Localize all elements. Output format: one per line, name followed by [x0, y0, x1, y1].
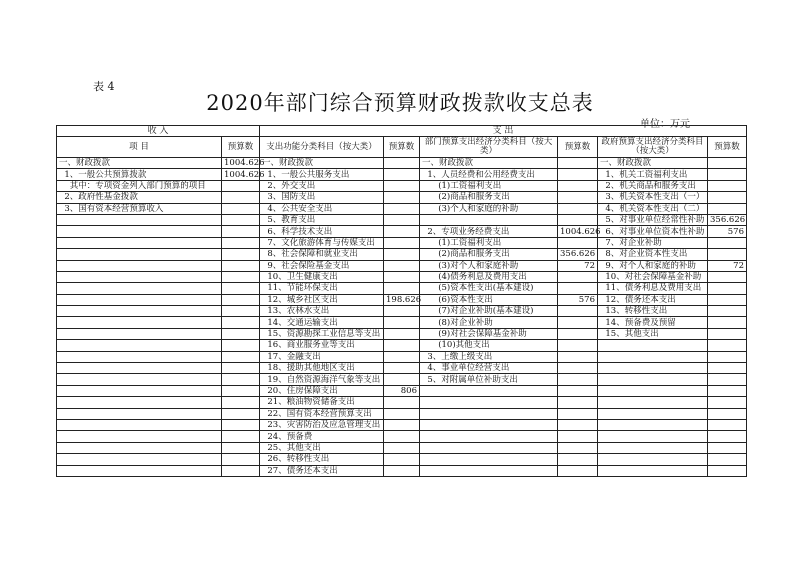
cell-dept-amount: 72: [558, 260, 598, 271]
cell-income-item: [57, 408, 222, 419]
cell-income-amount: [222, 237, 260, 248]
cell-dept-item: (3)个人和家庭的补助: [420, 203, 558, 214]
cell-dept-item: (8)对企业补助: [420, 317, 558, 328]
table-row: [57, 363, 747, 374]
cell-income-item: [57, 214, 222, 225]
cell-gov-item: 13、转移性支出: [598, 306, 708, 317]
cell-gov-item: [598, 419, 708, 430]
cell-dept-amount: [558, 442, 598, 453]
table-row: [57, 397, 747, 408]
cell-dept-amount: [558, 340, 598, 351]
cell-income-item: [57, 454, 222, 465]
unit-label: 单位：万元: [640, 119, 690, 130]
cell-income-item: [57, 294, 222, 305]
cell-dept-item: (2)商品和服务支出: [420, 249, 558, 260]
cell-dept-amount: [558, 214, 598, 225]
cell-gov-item: 12、债务还本支出: [598, 294, 708, 305]
cell-gov-item: [598, 397, 708, 408]
table-row: [57, 328, 747, 339]
cell-dept-amount: [558, 419, 598, 430]
cell-func-item: 10、卫生健康支出: [260, 271, 384, 282]
cell-func-item: 11、节能环保支出: [260, 283, 384, 294]
cell-income-amount: [222, 203, 260, 214]
cell-income-amount: [222, 294, 260, 305]
cell-income-item: [57, 317, 222, 328]
cell-dept-item: 一、财政拨款: [420, 158, 558, 169]
cell-func-item: 18、援助其他地区支出: [260, 363, 384, 374]
table-row: [57, 465, 747, 476]
column-header-row: [57, 137, 747, 158]
cell-func-amount: [384, 465, 420, 476]
cell-func-amount: [384, 408, 420, 419]
cell-income-item: [57, 363, 222, 374]
cell-dept-amount: [558, 283, 598, 294]
cell-gov-item: [598, 340, 708, 351]
cell-func-item: 19、自然资源海洋气象等支出: [260, 374, 384, 385]
cell-income-amount: [222, 192, 260, 203]
cell-income-item: [57, 419, 222, 430]
cell-gov-amount: [708, 328, 747, 339]
cell-gov-amount: [708, 203, 747, 214]
cell-gov-amount: [708, 306, 747, 317]
cell-dept-item: [420, 408, 558, 419]
cell-income-item: [57, 351, 222, 362]
cell-func-amount: [384, 283, 420, 294]
cell-func-amount: [384, 249, 420, 260]
cell-func-item: 3、国防支出: [260, 192, 384, 203]
cell-func-item: 15、资源勘探工业信息等支出: [260, 328, 384, 339]
cell-func-item: 7、文化旅游体育与传媒支出: [260, 237, 384, 248]
cell-func-item: 1、一般公共服务支出: [260, 169, 384, 180]
cell-gov-amount: [708, 180, 747, 191]
cell-gov-item: [598, 465, 708, 476]
cell-gov-item: [598, 431, 708, 442]
cell-income-item: [57, 397, 222, 408]
cell-func-amount: [384, 351, 420, 362]
cell-income-amount: [222, 260, 260, 271]
cell-gov-amount: [708, 237, 747, 248]
cell-func-item: 8、社会保障和就业支出: [260, 249, 384, 260]
cell-func-item: 20、住房保障支出: [260, 385, 384, 396]
header-income-item: 项 目: [57, 137, 222, 158]
cell-dept-item: [420, 385, 558, 396]
table-row: [57, 408, 747, 419]
cell-dept-amount: 356.626: [558, 249, 598, 260]
cell-func-amount: [384, 237, 420, 248]
cell-income-amount: [222, 271, 260, 282]
table-row: [57, 249, 747, 260]
cell-dept-item: 2、专项业务经费支出: [420, 226, 558, 237]
cell-func-amount: [384, 363, 420, 374]
table-row: [57, 454, 747, 465]
table-row: [57, 158, 747, 169]
cell-func-amount: [384, 203, 420, 214]
cell-func-amount: [384, 397, 420, 408]
cell-dept-item: [420, 442, 558, 453]
cell-gov-amount: [708, 158, 747, 169]
cell-func-amount: [384, 454, 420, 465]
cell-dept-item: 4、事业单位经营支出: [420, 363, 558, 374]
cell-dept-amount: [558, 180, 598, 191]
cell-gov-amount: [708, 454, 747, 465]
cell-income-amount: [222, 306, 260, 317]
cell-income-item: [57, 465, 222, 476]
cell-gov-item: 一、财政拨款: [598, 158, 708, 169]
cell-income-item: [57, 271, 222, 282]
cell-func-item: 25、其他支出: [260, 442, 384, 453]
cell-dept-amount: 576: [558, 294, 598, 305]
cell-dept-item: (3)对个人和家庭补助: [420, 260, 558, 271]
table-row: [57, 260, 747, 271]
table-tag: 表 4: [93, 80, 115, 93]
table-row: [57, 214, 747, 225]
cell-income-item: [57, 374, 222, 385]
cell-func-item: 4、公共安全支出: [260, 203, 384, 214]
cell-dept-amount: [558, 237, 598, 248]
cell-func-item: 2、外交支出: [260, 180, 384, 191]
cell-func-item: 21、粮油物资储备支出: [260, 397, 384, 408]
cell-income-item: 1、一般公共预算拨款: [57, 169, 222, 180]
table-row: [57, 385, 747, 396]
cell-gov-amount: [708, 249, 747, 260]
cell-dept-amount: [558, 431, 598, 442]
cell-gov-item: [598, 351, 708, 362]
cell-income-amount: [222, 454, 260, 465]
cell-dept-item: [420, 419, 558, 430]
cell-dept-amount: [558, 408, 598, 419]
cell-func-item: 6、科学技术支出: [260, 226, 384, 237]
cell-dept-item: [420, 465, 558, 476]
cell-func-amount: [384, 340, 420, 351]
cell-dept-item: (2)商品和服务支出: [420, 192, 558, 203]
cell-func-amount: [384, 431, 420, 442]
table-row: [57, 226, 747, 237]
cell-income-amount: [222, 363, 260, 374]
cell-income-amount: [222, 226, 260, 237]
cell-gov-item: [598, 442, 708, 453]
cell-func-amount: [384, 180, 420, 191]
table-row: [57, 374, 747, 385]
cell-func-amount: 806: [384, 385, 420, 396]
cell-gov-item: [598, 454, 708, 465]
table-row: [57, 294, 747, 305]
cell-gov-amount: 576: [708, 226, 747, 237]
cell-gov-amount: [708, 192, 747, 203]
cell-dept-amount: [558, 465, 598, 476]
table-row: [57, 340, 747, 351]
cell-func-amount: [384, 271, 420, 282]
cell-income-amount: 1004.626: [222, 158, 260, 169]
cell-income-item: [57, 340, 222, 351]
header-dept-econ: 部门预算支出经济分类科目（按大类）: [420, 137, 558, 158]
cell-gov-item: [598, 363, 708, 374]
cell-gov-item: 10、对社会保障基金补助: [598, 271, 708, 282]
cell-func-item: 9、社会保险基金支出: [260, 260, 384, 271]
cell-gov-item: 9、对个人和家庭的补助: [598, 260, 708, 271]
cell-income-item: 一、财政拨款: [57, 158, 222, 169]
cell-dept-item: (1)工资福利支出: [420, 237, 558, 248]
cell-income-amount: [222, 351, 260, 362]
section-income: 收 入: [57, 126, 260, 137]
cell-func-amount: [384, 214, 420, 225]
page-title: 2020年部门综合预算财政拨款收支总表: [206, 91, 594, 115]
cell-income-item: [57, 442, 222, 453]
cell-gov-item: 7、对企业补助: [598, 237, 708, 248]
cell-income-amount: [222, 465, 260, 476]
cell-dept-amount: [558, 271, 598, 282]
cell-income-amount: [222, 180, 260, 191]
cell-dept-amount: [558, 328, 598, 339]
cell-dept-item: [420, 454, 558, 465]
cell-func-amount: [384, 306, 420, 317]
cell-dept-amount: [558, 158, 598, 169]
cell-dept-item: 3、上缴上级支出: [420, 351, 558, 362]
cell-func-amount: [384, 158, 420, 169]
cell-dept-amount: [558, 169, 598, 180]
cell-func-item: 23、灾害防治及应急管理支出: [260, 419, 384, 430]
cell-gov-amount: [708, 169, 747, 180]
cell-func-item: 17、金融支出: [260, 351, 384, 362]
cell-dept-item: (7)对企业补助(基本建设): [420, 306, 558, 317]
header-gov-amount: 预算数: [708, 137, 747, 158]
cell-income-item: [57, 249, 222, 260]
table-row: [57, 442, 747, 453]
cell-income-amount: [222, 431, 260, 442]
cell-gov-item: [598, 385, 708, 396]
cell-income-amount: [222, 419, 260, 430]
cell-gov-amount: [708, 351, 747, 362]
cell-gov-amount: [708, 431, 747, 442]
cell-income-item: [57, 431, 222, 442]
cell-gov-amount: [708, 419, 747, 430]
cell-income-item: 2、政府性基金拨款: [57, 192, 222, 203]
cell-income-amount: [222, 385, 260, 396]
cell-func-item: 12、城乡社区支出: [260, 294, 384, 305]
cell-income-amount: 1004.626: [222, 169, 260, 180]
cell-dept-amount: [558, 385, 598, 396]
cell-dept-item: (5)资本性支出(基本建设): [420, 283, 558, 294]
cell-dept-item: 1、人员经费和公用经费支出: [420, 169, 558, 180]
cell-func-item: 26、转移性支出: [260, 454, 384, 465]
cell-gov-amount: 72: [708, 260, 747, 271]
budget-table: [56, 125, 747, 477]
cell-dept-item: [420, 214, 558, 225]
cell-gov-amount: [708, 465, 747, 476]
cell-income-item: [57, 226, 222, 237]
cell-gov-item: 2、机关商品和服务支出: [598, 180, 708, 191]
cell-dept-item: [420, 431, 558, 442]
table-row: [57, 180, 747, 191]
cell-dept-item: (1)工资福利支出: [420, 180, 558, 191]
cell-dept-amount: [558, 192, 598, 203]
cell-income-item: [57, 306, 222, 317]
cell-dept-amount: [558, 374, 598, 385]
cell-income-item: [57, 237, 222, 248]
cell-income-amount: [222, 249, 260, 260]
cell-income-amount: [222, 397, 260, 408]
cell-gov-amount: [708, 408, 747, 419]
cell-func-amount: [384, 328, 420, 339]
cell-dept-item: [420, 397, 558, 408]
cell-func-item: 24、预备费: [260, 431, 384, 442]
cell-func-amount: [384, 226, 420, 237]
cell-dept-item: (6)资本性支出: [420, 294, 558, 305]
cell-income-amount: [222, 408, 260, 419]
table-row: [57, 203, 747, 214]
header-gov-econ: 政府预算支出经济分类科目（按大类）: [598, 137, 708, 158]
cell-income-amount: [222, 442, 260, 453]
cell-func-item: 14、交通运输支出: [260, 317, 384, 328]
cell-func-item: 27、债务还本支出: [260, 465, 384, 476]
table-row: [57, 283, 747, 294]
cell-dept-amount: [558, 397, 598, 408]
cell-gov-amount: [708, 317, 747, 328]
cell-gov-item: 5、对事业单位经常性补助: [598, 214, 708, 225]
cell-gov-amount: [708, 442, 747, 453]
cell-func-amount: [384, 442, 420, 453]
cell-dept-item: (4)债务利息及费用支出: [420, 271, 558, 282]
header-income-amount: 预算数: [222, 137, 260, 158]
cell-income-amount: [222, 317, 260, 328]
cell-gov-item: 8、对企业资本性支出: [598, 249, 708, 260]
cell-gov-item: [598, 408, 708, 419]
cell-income-amount: [222, 214, 260, 225]
cell-dept-amount: [558, 203, 598, 214]
cell-gov-item: 6、对事业单位资本性补助: [598, 226, 708, 237]
cell-dept-amount: [558, 306, 598, 317]
table-row: [57, 351, 747, 362]
cell-func-item: 13、农林水支出: [260, 306, 384, 317]
table-row: [57, 317, 747, 328]
cell-gov-item: 1、机关工资福利支出: [598, 169, 708, 180]
table-row: [57, 169, 747, 180]
section-expense: 支 出: [260, 126, 747, 137]
header-func-class: 支出功能分类科目（按大类）: [260, 137, 384, 158]
cell-dept-item: 5、对附属单位补助支出: [420, 374, 558, 385]
cell-gov-item: 15、其他支出: [598, 328, 708, 339]
cell-func-item: 22、国有资本经营预算支出: [260, 408, 384, 419]
cell-gov-amount: [708, 271, 747, 282]
cell-func-amount: [384, 374, 420, 385]
cell-income-item: 其中：专项资金列入部门预算的项目: [57, 180, 222, 191]
cell-dept-item: (10)其他支出: [420, 340, 558, 351]
header-func-amount: 预算数: [384, 137, 420, 158]
cell-gov-amount: [708, 294, 747, 305]
cell-dept-item: (9)对社会保障基金补助: [420, 328, 558, 339]
cell-income-item: [57, 328, 222, 339]
cell-gov-amount: [708, 340, 747, 351]
cell-gov-item: 14、预备费及预留: [598, 317, 708, 328]
cell-dept-amount: [558, 351, 598, 362]
cell-dept-amount: [558, 454, 598, 465]
cell-gov-amount: [708, 363, 747, 374]
cell-dept-amount: [558, 363, 598, 374]
cell-func-amount: [384, 192, 420, 203]
cell-income-item: [57, 385, 222, 396]
cell-gov-amount: 356.626: [708, 214, 747, 225]
cell-func-item: 5、教育支出: [260, 214, 384, 225]
cell-income-item: [57, 283, 222, 294]
table-row: [57, 431, 747, 442]
cell-func-amount: 198.626: [384, 294, 420, 305]
table-row: [57, 237, 747, 248]
cell-income-item: 3、国有资本经营预算收入: [57, 203, 222, 214]
cell-gov-amount: [708, 374, 747, 385]
cell-func-amount: [384, 169, 420, 180]
cell-gov-amount: [708, 385, 747, 396]
cell-gov-item: [598, 374, 708, 385]
cell-dept-amount: [558, 317, 598, 328]
cell-gov-item: 11、债务利息及费用支出: [598, 283, 708, 294]
cell-func-amount: [384, 419, 420, 430]
cell-gov-amount: [708, 283, 747, 294]
cell-gov-amount: [708, 397, 747, 408]
section-header-row: [57, 126, 747, 137]
cell-dept-amount: 1004.626: [558, 226, 598, 237]
cell-gov-item: 3、机关资本性支出（一）: [598, 192, 708, 203]
cell-func-amount: [384, 317, 420, 328]
table-row: [57, 306, 747, 317]
table-row: [57, 271, 747, 282]
cell-income-amount: [222, 328, 260, 339]
header-dept-amount: 预算数: [558, 137, 598, 158]
cell-func-item: 16、商业服务业等支出: [260, 340, 384, 351]
cell-func-amount: [384, 260, 420, 271]
table-row: [57, 419, 747, 430]
cell-func-item: 一、财政拨款: [260, 158, 384, 169]
cell-income-amount: [222, 340, 260, 351]
cell-income-amount: [222, 283, 260, 294]
cell-gov-item: 4、机关资本性支出（二）: [598, 203, 708, 214]
table-row: [57, 192, 747, 203]
cell-income-amount: [222, 374, 260, 385]
cell-income-item: [57, 260, 222, 271]
